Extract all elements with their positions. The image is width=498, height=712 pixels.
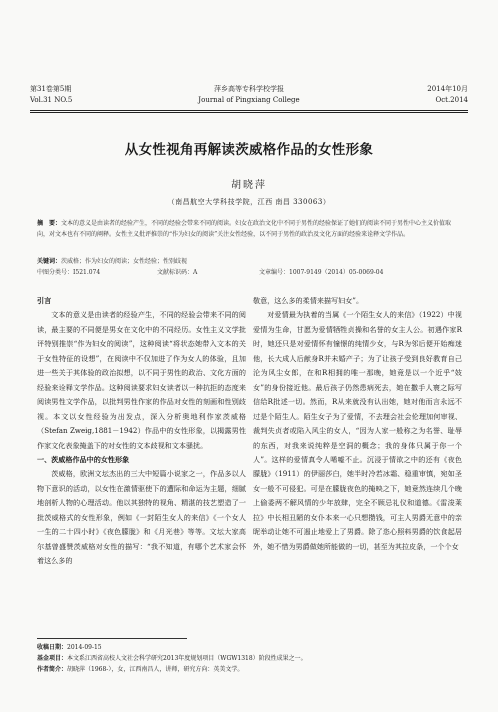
body-column-right xyxy=(253,294,462,554)
document-code: 文献标识码：A xyxy=(157,269,198,276)
header-journal xyxy=(30,84,468,106)
fund-info xyxy=(37,653,461,664)
header-rule-2 xyxy=(30,112,468,113)
body-paragraph: 对爱情最为执着的当属《一个陌生女人的来信》（1922）中视爱情为生命，甘愿为爱情牺牲贞操和名誉的女主人公。初遇作家R时，她还只是对爱情怀有憧憬的纯情少女，与R为邻后便开始痴迷他，长大成人后献身R并未婚产子；为了让孩子受到良好教育自己沦为风尘女郎，在和R相拥的唯一那晚，她竟是以一个近乎“妓女”的身份接近他。最后孩子仍然患病死去，她在撒手人寰之际写信给R批述一切。然而，R从来就没有认出她，她对他而言永远不过是个陌生人。陌生女子为了爱情，不去理会社会伦理加何审视、裁判失贞者或陷入风尘的女人，“因为人家一般称之为名誉、耻辱的东西，对我来说纯粹是空洞的概念；我的身体只属于你一个人”。这样的爱情真令人唏嘘不止。沉浸于情欲之中的还有《夜色朦胧》（1911）的伊丽莎白，她半时冷若冰霜、稳重审慎，宛如圣女一般不可侵犯。可是在朦胧夜色的掩映之下，她竟然连续几个晚上偷委两不解风情的少年放肆，完全不顾忌礼仪和道德。《雷浚莱拉》中长相丑陋的女仆本来一心只想攒钱，可主人男爵无意中的亲昵举动让她不可遏止地爱上了男爵。除了恣心照料男爵的饮食起居外，她不惜为男爵做她所能做的一切，甚至为其拉皮条，一个个女 xyxy=(253,310,462,551)
author-bio xyxy=(37,664,461,675)
keywords-text: 茨威格；作为妇女的阅读；女性经验；性别歧视 xyxy=(61,258,188,265)
clc-number: 中图分类号：I521.074 xyxy=(37,269,101,276)
body-paragraph: 敬意，这么多的柔情来描写妇女”。 xyxy=(253,296,364,305)
article-title: 从女性视角再解读茨威格作品的女性形象 xyxy=(124,142,374,158)
article-affiliation: （南昌航空大学科技学院，江西 南昌 330063） xyxy=(167,198,331,206)
header-journal-cn: 萍乡高等专科学校学报 xyxy=(214,85,284,93)
header-volume-en: Vol.31 NO.5 xyxy=(30,96,73,104)
header-volume-cn: 第31卷第5期 xyxy=(30,85,72,93)
received-label: 收稿日期： xyxy=(37,644,68,651)
received-value: 2014-09-15 xyxy=(67,644,102,651)
section-heading: 一、茨威格作品中的女性形象 xyxy=(37,454,130,464)
footnote-rule xyxy=(37,638,187,639)
header-date-en: Oct.2014 xyxy=(435,96,468,104)
body-column-left xyxy=(37,294,246,569)
abstract-label: 摘 要： xyxy=(37,220,62,227)
header-date xyxy=(427,84,468,106)
body-paragraph: 文本的意义是由读者的经验产生，不同的经验会带来不同的阅读，最主要的不同便是男女在文化中的不同经历。女性主义文学批评特别推崇“作为妇女的阅读”，这种阅读“将状态她带入文本的关于女性特征的设想”，在阅读中不仅加进了作为女人的体验，且加进一些关于其体验的政治拟想，以不同于男性的政治、文化方面的经验来诠释文学作品。这种阅读要求妇女读者以一种抗拒的态度来阅读男性文学作品，以批判男性作家的作品对女性的刻画和性别歧视。本文以女性经验为出发点，深入分析奥地利作家茨威格（Stefan Zweig,1881－1942）作品中的女性形象，以揭露男性作家文化表象掩盖下的对女性的文本歧视和文本骚扰。 xyxy=(37,310,246,450)
body-paragraph: 茨威格，欧洲文坛杰出的三大中短篇小说家之一，作品多以人物下意识的活动，以女性在激情驱使下的遭际和命运为主题，细腻地剖析人物的心理活动。他以其独特的视角、精湛的技艺塑造了一批茨威格式的女性形象，例如《一封陌生女人的来信》《一个女人一生的二十四小时》《夜色朦胧》和《月光巷》等等。文坛大家高尔基曾盛赞茨威格对女性的描写：“我不知道，有哪个艺术家会怀着这么多的 xyxy=(37,469,246,566)
abstract-text: 文本的意义是由读者的经验产生，不同的经验会带来不同的阅读。妇女在政治文化中不同于男性的经验保证了她们的阅读不同于男性中心主义价值取向，对文本也有不同的阐释。女性主义批评推崇的“作为妇女的阅读”关注女性经验，以不同于男性的政治及文化方面的经验来诠释文学作品。 xyxy=(37,220,452,238)
fund-value: 本文系江西省高校人文社会科学研究2013年度规划项目（WGW1318）阶段性成果之一。 xyxy=(67,655,307,662)
author-bio-value: 胡晓萍（1968-），女，江西南昌人，讲师，研究方向：英美文学。 xyxy=(67,666,244,673)
article-author: 胡晓萍 xyxy=(231,180,267,191)
author-bio-label: 作者简介： xyxy=(37,666,68,673)
fund-label: 基金项目： xyxy=(37,655,68,662)
article-number: 文章编号：1007-9149（2014）05-0069-04 xyxy=(259,269,384,276)
header-journal-en: Journal of Pingxiang College xyxy=(198,96,300,104)
received-date xyxy=(37,642,461,653)
footnote xyxy=(37,642,461,675)
running-header xyxy=(30,84,468,108)
header-date-cn: 2014年10月 xyxy=(427,85,468,93)
keywords xyxy=(37,257,461,267)
abstract xyxy=(37,218,461,240)
section-heading: 引言 xyxy=(37,296,52,305)
keywords-label: 关键词： xyxy=(37,258,62,265)
header-rule xyxy=(30,110,468,111)
